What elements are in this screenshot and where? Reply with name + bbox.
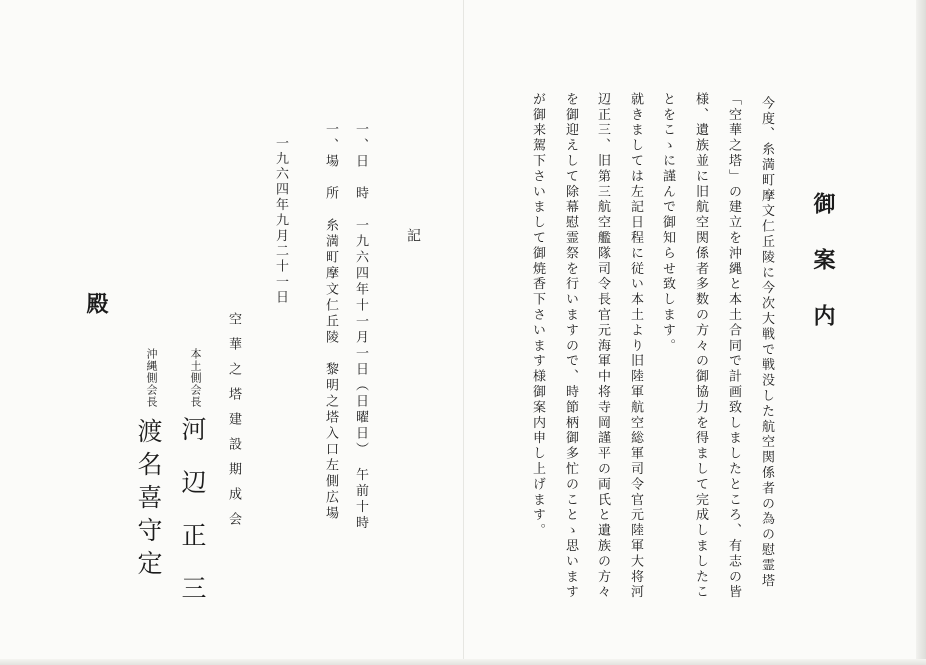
body-line-6: 辺正三、旧第三航空艦隊司令長官元海軍中将寺岡謹平の両氏と遺族の方々: [595, 92, 610, 601]
ki-heading: 記: [405, 228, 421, 242]
invitation-title: 御案内: [810, 192, 836, 360]
body-line-3: 様、遺族並に旧航空関係者多数の方々の御協力を得まして完成しましたこ: [693, 92, 708, 601]
body-line-5: 就きましては左記日程に従い本土より旧陸軍航空総軍司令官元陸軍大将河: [628, 92, 643, 601]
issue-date: 一九六四年九月二十一日: [273, 136, 288, 306]
body-line-4: とをこゝに謹んで御知らせ致します。: [660, 92, 675, 354]
page-edge-shadow: [916, 0, 926, 665]
signer-role-okinawa: 沖縄側会長: [145, 348, 158, 408]
page-bottom-edge: [0, 659, 926, 665]
organization-name: 空華之塔建設期成会: [226, 312, 241, 537]
signer-name-okinawa: 渡名喜守定: [134, 418, 163, 583]
fold-line: [463, 0, 464, 665]
signer-role-mainland: 本土側会長: [189, 348, 202, 408]
body-line-8: が御来駕下さいまして御焼香下さいます様御案内申し上げます。: [530, 92, 545, 539]
body-line-1: 今度、糸満町摩文仁丘陵に今次大戦で戦没した航空関係者の為の慰霊塔: [759, 96, 774, 589]
schedule-datetime: 一、日 時 一九六四年十一月一日（日曜日） 午前十時: [353, 122, 368, 532]
schedule-location: 一、場 所 糸満町摩文仁丘陵 黎明之塔入口左側広場: [323, 122, 338, 522]
body-line-7: を御迎えして除幕慰霊祭を行いますので、時節柄御多忙のことゝ思います: [563, 92, 578, 601]
body-line-2: 「空華之塔」の建立を沖縄と本土合同で計画致しましたところ、有志の皆: [726, 92, 741, 601]
signer-name-mainland: 河辺正三: [178, 416, 207, 628]
addressee-suffix: 殿: [83, 292, 109, 314]
